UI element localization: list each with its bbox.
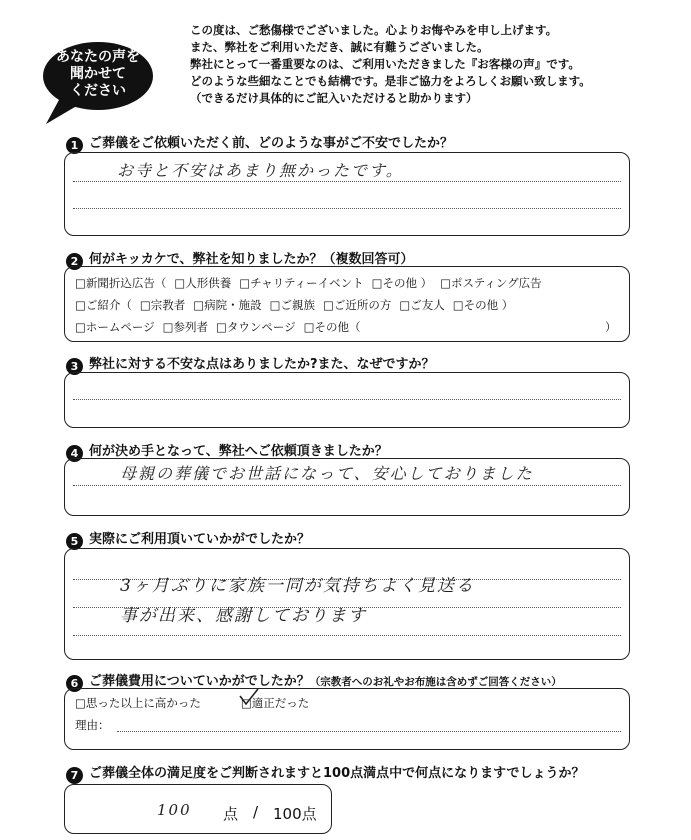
checkbox-attendee[interactable]: □参列者 — [162, 320, 209, 334]
checkbox-homepage[interactable]: □ホームページ — [75, 320, 155, 334]
question-number-badge: 4 — [66, 445, 83, 462]
checkbox-doll-memorial[interactable]: □人形供養 — [174, 276, 232, 290]
question-7 — [66, 762, 585, 784]
handwritten-answer-4: 母親の葬儀でお世話になって、安心しておりました — [120, 464, 534, 483]
question-number-badge: 1 — [66, 137, 83, 154]
checkbox-hospital[interactable]: □病院・施設 — [193, 298, 262, 312]
answer-box-4[interactable] — [64, 458, 630, 516]
checkbox-religious[interactable]: □宗教者 — [139, 298, 186, 312]
checkbox-friends[interactable]: □ご友人 — [399, 298, 445, 312]
dotted-line — [73, 635, 621, 636]
question-number-badge: 2 — [66, 253, 83, 270]
option-row — [75, 297, 521, 313]
checkbox-reasonable[interactable]: □適正だった — [240, 696, 310, 710]
answer-box-6 — [64, 688, 630, 750]
intro-line: どのような些細なことでも結構です。是非ご協力をよろしくお願い致します。 — [190, 74, 591, 88]
checkbox-referral[interactable]: □ご紹介（ — [75, 298, 132, 312]
dotted-line — [117, 731, 621, 732]
checkbox-relatives[interactable]: □ご親族 — [269, 298, 315, 312]
question-text: ご葬儀全体の満足度をご判断されますと100点満点中で何点になりますでしょうか？ — [89, 766, 585, 781]
handwritten-score: 100 — [157, 801, 192, 819]
dotted-line — [73, 485, 621, 486]
reason-label: 理由： — [75, 718, 110, 732]
reason-row — [75, 717, 118, 733]
question-text: 何が決め手となって、弊社へご依頼頂きましたか？ — [89, 444, 388, 459]
checkbox-other-1[interactable]: □その他 ） — [371, 276, 433, 290]
question-text: 実際にご利用頂いていかがでしたか？ — [89, 532, 311, 547]
bubble-line: ください — [70, 83, 126, 99]
question-note: （宗教者へのお礼やお布施は含めずご回答ください） — [309, 676, 562, 688]
bubble-title — [54, 49, 142, 100]
score-max: 100点 — [273, 805, 317, 823]
handwritten-answer-5-line1: 3ヶ月ぶりに家族一同が気持ちよく見送る — [120, 576, 475, 596]
question-number-badge: 6 — [66, 675, 83, 692]
score-slash: / — [253, 803, 259, 821]
bubble-line: 聞かせて — [70, 66, 126, 82]
intro-message — [190, 22, 680, 107]
question-text: ご葬儀をご依頼いただく前、どのような事がご不安でしたか？ — [89, 136, 454, 151]
handwritten-answer-1: お寺と不安はあまり無かったです。 — [117, 161, 404, 180]
answer-box-1[interactable] — [64, 152, 630, 236]
score-unit: 点 — [223, 805, 239, 823]
intro-line: この度は、ご愁傷様でございました。心よりお悔やみを申し上げます。 — [190, 23, 558, 37]
question-number-badge: 7 — [66, 767, 83, 784]
question-number-badge: 5 — [66, 533, 83, 550]
intro-line: また、弊社をご利用いただき、誠に有難うございました。 — [190, 40, 489, 54]
question-1 — [66, 132, 453, 154]
answer-box-5[interactable] — [64, 548, 630, 660]
question-5 — [66, 528, 310, 550]
dotted-line — [73, 181, 621, 182]
intro-line: （できるだけ具体的にご記入いただけると助かります） — [190, 91, 478, 105]
dotted-line — [73, 399, 621, 400]
question-text: 弊社に対する不安な点はありましたか?また、なぜですか？ — [89, 357, 435, 372]
question-text: ご葬儀費用についていかがでしたか？ — [89, 674, 310, 689]
answer-box-2 — [64, 266, 630, 342]
handwritten-answer-5-line2: 事が出来、感謝しております — [120, 606, 367, 626]
checkbox-other-3[interactable]: □その他（ — [303, 320, 361, 334]
checkbox-too-expensive[interactable]: □思った以上に高かった — [75, 696, 201, 710]
bubble-line: あなたの声を — [56, 49, 140, 65]
checkbox-posting-ad[interactable]: □ポスティング広告 — [440, 276, 542, 290]
close-paren: ） — [605, 320, 617, 334]
checkbox-other-2[interactable]: □その他 ） — [452, 298, 514, 312]
answer-box-3[interactable] — [64, 372, 630, 428]
score-box[interactable] — [64, 784, 332, 834]
voice-speech-bubble — [40, 40, 156, 126]
dotted-line — [73, 208, 621, 209]
option-row — [75, 275, 550, 291]
checkbox-neighbors[interactable]: □ご近所の方 — [323, 298, 392, 312]
intro-line: 弊社にとって一番重要なのは、ご利用いただきました『お客様の声』です。 — [190, 57, 580, 71]
option-row — [75, 319, 615, 335]
question-text: 何がキッカケで、弊社を知りましたか？（複数回答可） — [89, 252, 414, 267]
checkbox-newspaper[interactable]: □新聞折込広告（ — [75, 276, 167, 290]
option-row — [75, 695, 317, 711]
checkbox-charity-event[interactable]: □チャリティーイベント — [239, 276, 364, 290]
question-number-badge: 3 — [66, 358, 83, 375]
check-mark-icon — [238, 688, 260, 706]
checkbox-townpage[interactable]: □タウンページ — [216, 320, 296, 334]
